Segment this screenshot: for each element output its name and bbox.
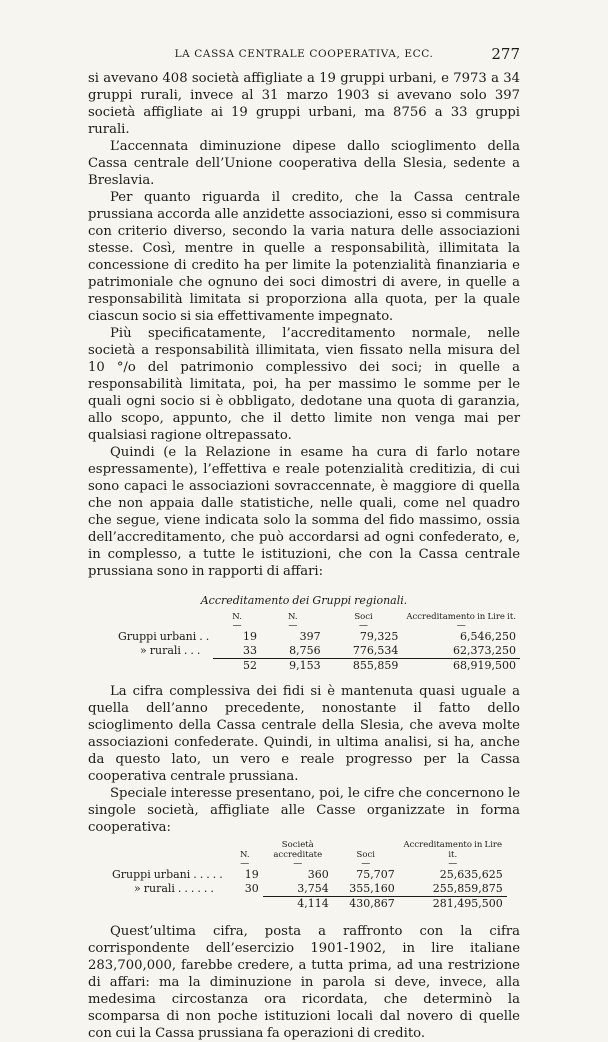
dash: — [293,859,303,869]
cell: 355,160 [349,882,395,895]
total-cell: 4,114 [263,897,333,912]
cell: 30 [244,882,259,896]
paragraph: Speciale interesse presentano, poi, le cifre che concernono le singole società, affigliate alle Casse organizzate in forma cooperativa: [88,786,520,835]
cell: 62,373,250 [453,644,516,657]
table-row [108,868,507,882]
row-label: » rurali . . . [140,644,201,658]
dash: — [456,621,466,631]
paragraph: Per quanto riguarda il credito, che la Cassa centrale prussiana accorda alle anzidette associazioni, esso si commisura con criterio diverso, secondo la varia natura delle associazioni stesse. Così, mentre in quelle a responsabilità, illimitata la concessione di credito ha per limite la potenzialità finanziaria e patrimoniale che ognuno dei soci dimostri di avere, in quelle a responsabilità limitata si proporziona alla quota, per la quale ciascun socio si sia effettivamente impegnato. [88,190,520,324]
cell: 33 [242,644,257,657]
cell: 25,635,625 [439,868,503,881]
cell: 79,325 [359,630,399,643]
paragraph: La cifra complessiva dei fidi si è mantenuta quasi uguale a quella dell’anno precedente, nonostante il fatto dello scioglimento della Cassa centrale della Slesia, che aveva molte associazioni confederate. Quindi, in ultima analisi, si ha, anche da questo lato, un vero e reale progresso per la Cassa cooperativa centrale prussiana. [88,684,520,784]
page-header [88,45,520,66]
table-row [114,644,520,659]
row-label: Gruppi urbani . . [118,630,210,643]
total-cell: 281,495,500 [399,897,507,912]
paragraph: Quindi (e la Relazione in esame ha cura di farlo notare espressamente), l’effettiva e reale potenzialità creditizia, di cui sono capaci le associazioni sovraccennate, è maggiore di quella che non appaia dalle statistiche, nelle quali, come nel quadro che segue, viene indicata solo la somma del fido massimo, ossia dell’accreditamento, che può accordarsi ad ogni confederato, e, in complesso, a tutte le istituzioni, che con la Cassa centrale prussiana sono in rapporti di affari: [88,445,520,579]
cell: 19 [242,630,257,643]
table-header: N. [239,850,250,860]
running-title: LA CASSA CENTRALE COOPERATIVA, ECC. [174,48,434,60]
table-header [114,612,213,622]
table-caption: Accreditamento dei Gruppi regionali. [200,594,408,607]
cell: 397 [299,630,321,643]
cell: 776,534 [352,644,399,657]
cell: 360 [307,868,329,881]
dash: — [232,621,242,631]
table-header: Accreditamento in Lire it. [406,612,516,622]
row-label: Gruppi urbani . . . . . [112,868,223,881]
total-cell: 855,859 [325,659,403,674]
page-number: 277 [491,45,520,63]
cell: 19 [244,868,259,881]
total-cell: 430,867 [333,897,399,912]
total-cell: 52 [213,659,261,674]
page-body [88,70,520,1042]
table-header: Società accreditate [273,840,323,860]
table-header [108,840,227,860]
cell: 255,859,875 [432,882,503,895]
total-cell: 9,153 [261,659,325,674]
paragraph: Quest’ultima cifra, posta a raffronto con la cifra corrispondente dell’esercizio 1901-1902, in lire italiane 283,700,000, farebbe credere, a tutta prima, ad una restrizione di affari: ma la diminuzione in parola si deve, invece, alla medesima circostanza ora ricordata, che determinò la scomparsa di non poche istituzioni locali dal novero di quelle con cui la Cassa prussiana fa operazioni di credito. [88,924,520,1041]
table-row [114,630,520,644]
table-header: N. [288,612,298,622]
cell: 3,754 [297,882,329,895]
table-header: Soci [354,612,373,622]
table-header: Accreditamento in Lire it. [403,840,503,860]
table-total-row [114,659,520,674]
row-label: » rurali . . . . . . [134,882,214,896]
total-cell: 68,919,500 [402,659,520,674]
cell: 8,756 [289,644,321,657]
table-header: Soci [356,850,375,860]
single-societies-table [108,840,507,911]
dash: — [448,859,458,869]
cell: 75,707 [356,868,395,881]
cell: 6,546,250 [460,630,516,643]
dash: — [288,621,298,631]
table-row [108,882,507,897]
dash: — [359,621,369,631]
dash: — [361,859,371,869]
table-total-row [108,897,507,912]
paragraph: Più specificatamente, l’accreditamento normale, nelle società a responsabilità illimitata, vien fissato nella misura del 10 °/o del patrimonio complessivo dei soci; in quelle a responsabilità limitata, poi, ha per massimo le somme per le quali ogni socio si è obbligato, dedotane una quota di garanzia, allo scopo, appunto, che il detto limite non venga mai per qualsiasi ragione oltrepassato. [88,326,520,443]
paragraph: si avevano 408 società affigliate a 19 gruppi urbani, e 7973 a 34 gruppi rurali, invece al 31 marzo 1903 si avevano solo 397 società affigliate ai 19 gruppi urbani, ma 8756 a 33 gruppi rurali. [88,71,520,137]
dash: — [240,859,250,869]
regional-groups-table [114,612,520,673]
paragraph: L’accennata diminuzione dipese dallo scioglimento della Cassa centrale dell’Unione cooperativa della Slesia, sedente a Breslavia. [88,139,520,188]
table-header: N. [232,612,242,622]
